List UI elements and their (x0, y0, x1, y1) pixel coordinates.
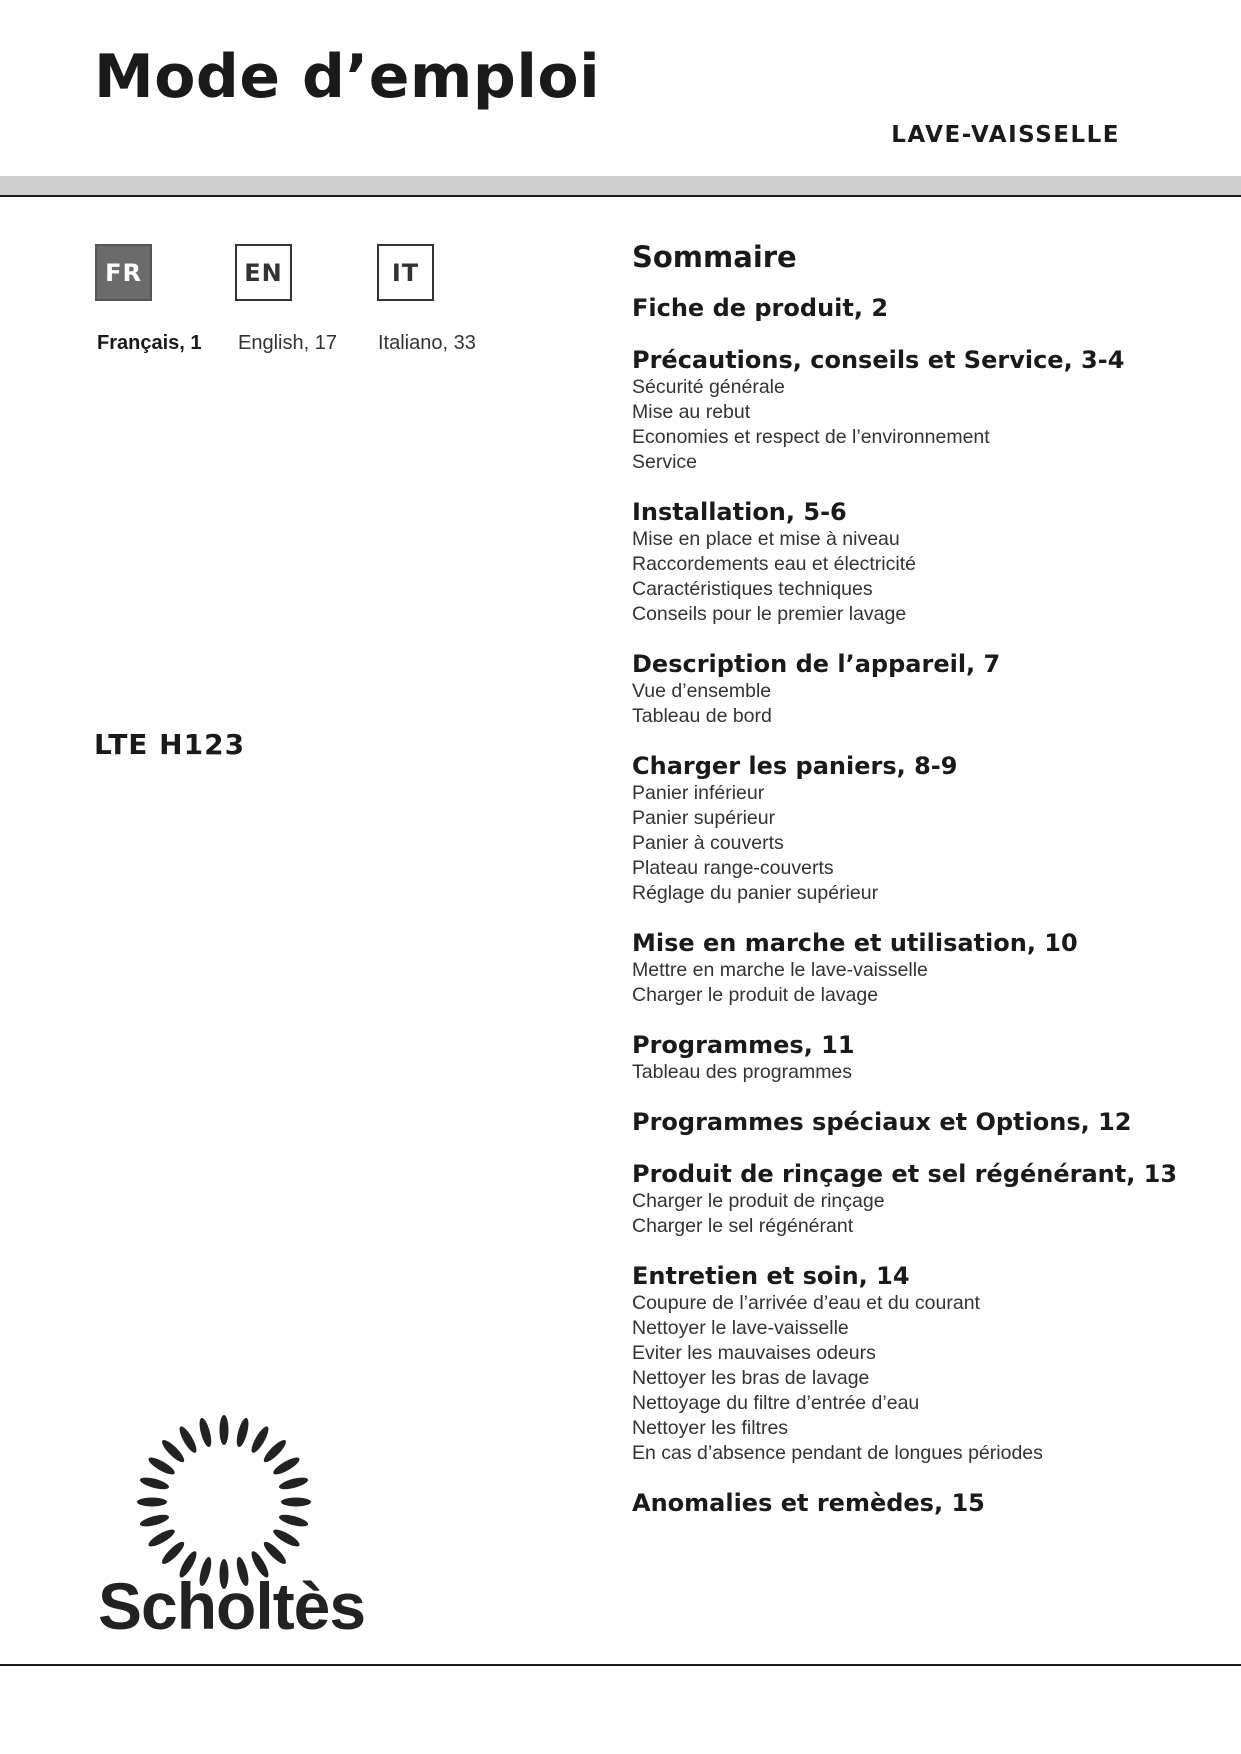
toc-section (632, 1031, 1192, 1085)
toc-heading[interactable]: Programmes, 11 (632, 1031, 855, 1059)
logo-ray (261, 1437, 289, 1465)
logo-ray (278, 1475, 309, 1491)
toc-subitem[interactable]: Nettoyer les filtres (632, 1417, 789, 1439)
toc-subitem[interactable]: Raccordements eau et électricité (632, 553, 916, 575)
lang-tab-en[interactable]: EN (235, 244, 292, 301)
logo-ray (271, 1527, 301, 1550)
toc-subitem[interactable]: Réglage du panier supérieur (632, 882, 879, 904)
logo-ray (220, 1415, 229, 1445)
toc-heading[interactable]: Fiche de produit, 2 (632, 294, 889, 322)
logo-ray (261, 1539, 289, 1567)
logo-ray (139, 1512, 170, 1528)
toc-section (632, 498, 1192, 627)
table-of-contents (632, 240, 1192, 1541)
toc-subitem[interactable]: Nettoyer le lave-vaisselle (632, 1317, 849, 1339)
logo-ray (249, 1424, 272, 1454)
header-divider (0, 195, 1241, 197)
product-category: LAVE-VAISSELLE (891, 122, 1120, 148)
model-number: LTE H123 (94, 728, 246, 761)
toc-subitem[interactable]: Nettoyer les bras de lavage (632, 1367, 870, 1389)
lang-link-en[interactable]: English, 17 (238, 332, 337, 354)
toc-subitem[interactable]: Panier supérieur (632, 807, 776, 829)
logo-ray (197, 1417, 213, 1448)
toc-section (632, 1262, 1192, 1466)
toc-section (632, 650, 1192, 729)
toc-subitem[interactable]: Mise au rebut (632, 401, 751, 423)
toc-subitem[interactable]: Vue d’ensemble (632, 680, 772, 702)
toc-section (632, 1489, 1192, 1518)
logo-ray (146, 1527, 176, 1550)
toc-heading[interactable]: Entretien et soin, 14 (632, 1262, 910, 1290)
toc-subitem[interactable]: Charger le produit de rinçage (632, 1190, 885, 1212)
toc-subitem[interactable]: Charger le sel régénérant (632, 1215, 854, 1237)
page-title: Mode d’emploi (94, 42, 601, 112)
logo-ray (159, 1539, 187, 1567)
toc-subitem[interactable]: Mise en place et mise à niveau (632, 528, 900, 550)
logo-ray (146, 1455, 176, 1478)
toc-heading[interactable]: Charger les paniers, 8-9 (632, 752, 958, 780)
toc-subitem[interactable]: Service (632, 451, 698, 473)
lang-link-fr[interactable]: Français, 1 (97, 332, 202, 354)
toc-sections (632, 294, 1192, 1518)
toc-subitem[interactable]: Economies et respect de l’environnement (632, 426, 990, 448)
toc-subitem[interactable]: Panier inférieur (632, 782, 765, 804)
toc-subitem[interactable]: Coupure de l’arrivée d’eau et du courant (632, 1292, 980, 1314)
logo-ray (137, 1498, 167, 1507)
toc-heading[interactable]: Installation, 5-6 (632, 498, 847, 526)
logo-ray (177, 1424, 200, 1454)
toc-section (632, 346, 1192, 475)
toc-subitem[interactable]: Caractéristiques techniques (632, 578, 873, 600)
toc-section (632, 752, 1192, 906)
logo-ray (159, 1437, 187, 1465)
toc-heading[interactable]: Précautions, conseils et Service, 3-4 (632, 346, 1125, 374)
toc-subitem[interactable]: En cas d’absence pendant de longues périodes (632, 1442, 1043, 1464)
toc-subitem[interactable]: Mettre en marche le lave-vaisselle (632, 959, 928, 981)
toc-heading[interactable]: Description de l’appareil, 7 (632, 650, 1001, 678)
toc-heading[interactable]: Produit de rinçage et sel régénérant, 13 (632, 1160, 1178, 1188)
logo-ray (278, 1512, 309, 1528)
toc-subitem[interactable]: Nettoyage du filtre d’entrée d’eau (632, 1392, 920, 1414)
lang-tab-it[interactable]: IT (377, 244, 434, 301)
toc-subitem[interactable]: Tableau des programmes (632, 1061, 853, 1083)
logo-ray (139, 1475, 170, 1491)
toc-section (632, 294, 1192, 323)
header-band (0, 176, 1241, 196)
toc-title: Sommaire (632, 240, 797, 274)
toc-subitem[interactable]: Conseils pour le premier lavage (632, 603, 907, 625)
lang-link-it[interactable]: Italiano, 33 (378, 332, 476, 354)
toc-subitem[interactable]: Panier à couverts (632, 832, 784, 854)
logo-ray (234, 1417, 250, 1448)
toc-subitem[interactable]: Eviter les mauvaises odeurs (632, 1342, 876, 1364)
logo-ray (281, 1498, 311, 1507)
toc-heading[interactable]: Anomalies et remèdes, 15 (632, 1489, 985, 1517)
logo-ray (271, 1455, 301, 1478)
lang-tab-fr[interactable]: FR (95, 244, 152, 301)
toc-subitem[interactable]: Sécurité générale (632, 376, 785, 398)
toc-heading[interactable]: Mise en marche et utilisation, 10 (632, 929, 1078, 957)
footer-divider (0, 1664, 1241, 1666)
toc-heading[interactable]: Programmes spéciaux et Options, 12 (632, 1108, 1132, 1136)
toc-section (632, 929, 1192, 1008)
brand-name: Scholtès (98, 1569, 366, 1643)
toc-subitem[interactable]: Tableau de bord (632, 705, 772, 727)
toc-section (632, 1160, 1192, 1239)
toc-section (632, 1108, 1192, 1137)
toc-subitem[interactable]: Charger le produit de lavage (632, 984, 879, 1006)
toc-subitem[interactable]: Plateau range-couverts (632, 857, 834, 879)
